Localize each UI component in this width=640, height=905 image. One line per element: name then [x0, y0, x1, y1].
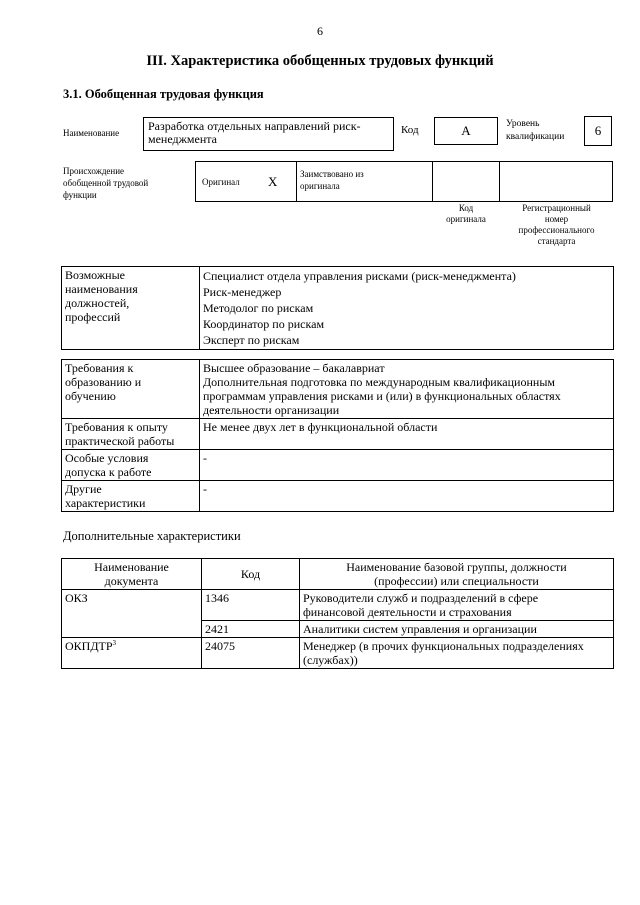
footnote-marker: 3: [112, 639, 117, 647]
experience-label: Требования к опыту практической работы: [62, 419, 200, 450]
origin-label-line-3: функции: [63, 190, 97, 200]
original-mark: X: [268, 174, 278, 189]
other-characteristics-label: Другие характеристики: [62, 481, 200, 512]
positions-label: Возможные наименования должностей, профессий: [62, 267, 200, 350]
reg-number-line-4: стандарта: [537, 236, 576, 246]
header-name: Наименование базовой группы, должности (профессии) или специальности: [300, 559, 614, 590]
section-title: III. Характеристика обобщенных трудовых функций: [146, 53, 494, 69]
borrowed-line-2: оригинала: [300, 181, 340, 191]
header-document: Наименование документа: [62, 559, 202, 590]
reg-number-line-3: профессионального: [518, 225, 595, 235]
origin-label-line-2: обобщенной трудовой: [63, 178, 149, 188]
function-name-box: [143, 117, 394, 151]
code-cell: 1346: [202, 590, 300, 621]
code-label: Код: [401, 124, 419, 136]
borrowed-line-1: Заимствовано из: [300, 169, 364, 179]
positions-values: [200, 267, 614, 350]
code-cell: 24075: [202, 638, 300, 669]
page-number: 6: [317, 24, 323, 38]
level-value: 6: [584, 116, 612, 146]
function-name-line-2: менеджмента: [148, 132, 217, 146]
name-cell: Аналитики систем управления и организации: [300, 621, 614, 638]
education-value: Высшее образование – бакалавриат Дополнительная подготовка по международным квалификационным программам управления рисками и (или) в функциональных областях деятельности организации: [200, 360, 614, 419]
borrowed-label: [300, 168, 364, 192]
subsection-title: 3.1. Обобщенная трудовая функция: [63, 87, 264, 101]
original-label: Оригинал: [202, 177, 240, 187]
special-conditions-label: Особые условия допуска к работе: [62, 450, 200, 481]
table-row: [62, 360, 614, 419]
extra-table: [61, 558, 614, 669]
education-label: Требования к образованию и обучению: [62, 360, 200, 419]
position-item: Эксперт по рискам: [203, 333, 300, 347]
header-code: Код: [202, 559, 300, 590]
code-original-caption: [431, 203, 501, 225]
position-item: Специалист отдела управления рисками (риск-менеджмента): [203, 269, 516, 283]
reg-number-line-2: номер: [544, 214, 569, 224]
name-label: Наименование: [63, 128, 120, 138]
table-row: [62, 481, 614, 512]
requirements-table: [61, 359, 614, 512]
origin-label-line-1: Происхождение: [63, 166, 125, 176]
level-label-line-2: квалификации: [506, 132, 565, 142]
origin-grid: [195, 161, 613, 202]
positions-table: [61, 266, 614, 350]
position-item: Риск-менеджер: [203, 285, 282, 299]
experience-value: Не менее двух лет в функциональной области: [200, 419, 614, 450]
name-cell: Руководители служб и подразделений в сфере финансовой деятельности и страхования: [300, 590, 614, 621]
reg-number-caption: [500, 203, 613, 247]
table-row: [62, 590, 614, 621]
special-conditions-value: -: [200, 450, 614, 481]
reg-number-line-1: Регистрационный: [522, 203, 591, 213]
doc-cell: ОКЗ: [62, 590, 202, 638]
code-original-line-2: оригинала: [446, 214, 486, 224]
extra-title: Дополнительные характеристики: [63, 529, 241, 543]
code-value: A: [434, 117, 498, 145]
level-label-line-1: Уровень: [506, 119, 540, 129]
name-cell: Менеджер (в прочих функциональных подразделениях (службах)): [300, 638, 614, 669]
position-item: Координатор по рискам: [203, 317, 325, 331]
table-row: [62, 419, 614, 450]
table-header-row: [62, 559, 614, 590]
doc-cell: ОКПДТР$^3$: [62, 638, 202, 669]
code-cell: 2421: [202, 621, 300, 638]
other-characteristics-value: -: [200, 481, 614, 512]
function-name-line-1: Разработка отдельных направлений риск-: [148, 119, 361, 133]
code-original-line-1: Код: [458, 203, 474, 213]
table-row: [62, 450, 614, 481]
position-item: Методолог по рискам: [203, 301, 314, 315]
origin-label: [63, 165, 148, 201]
level-label: [506, 118, 564, 144]
table-row: [62, 638, 614, 669]
